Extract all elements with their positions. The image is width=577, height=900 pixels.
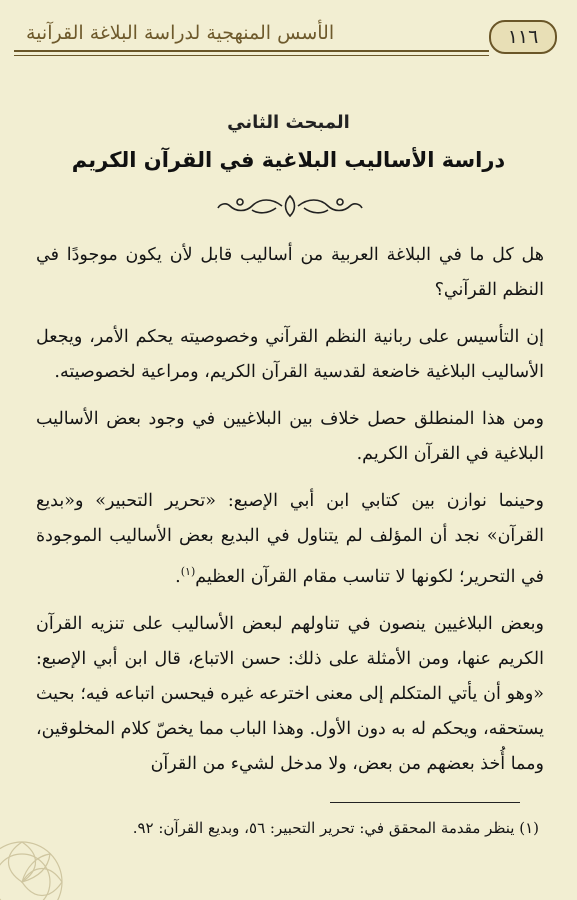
paragraph: إن التأسيس على ربانية النظم القرآني وخصوصيته يحكم الأمر، ويجعل الأساليب البلاغية خاضعة لقدسية القرآن الكريم، ومراعية لخصوصيته.	[36, 327, 544, 382]
section-title: المبحث الثاني	[227, 112, 350, 133]
title-ornament-icon	[212, 192, 368, 220]
header-rule	[14, 50, 489, 52]
paragraph: وحينما نوازن بين كتابي ابن أبي الإصبع: «تحرير التحبير» و«بديع القرآن» نجد أن المؤلف لم يتناول في البديع بعض الأساليب الموجودة في التحرير؛ لكونها لا تناسب مقام القرآن العظيم$^{(١)}$.	[36, 491, 544, 587]
paragraph-text: وحينما نوازن بين كتابي ابن أبي الإصبع: «تحرير التحبير» و«بديع القرآن» نجد أن المؤلف لم يتناول في البديع بعض الأساليب الموجودة في التحرير؛ لكونها لا تناسب مقام القرآن العظيم	[36, 491, 544, 587]
paragraph: هل كل ما في البلاغة العربية من أساليب قابل لأن يكون موجودًا في النظم القرآني؟	[36, 245, 544, 300]
page-number-badge: ١١٦	[489, 20, 557, 54]
chapter-title: دراسة الأساليب البلاغية في القرآن الكريم	[71, 148, 506, 172]
footnote-marker: (١)	[180, 565, 196, 578]
body-text	[36, 238, 544, 794]
corner-ornament-icon	[0, 790, 120, 900]
header-rule-thin	[14, 55, 489, 56]
running-title: الأسس المنهجية لدراسة البلاغة القرآنية	[26, 22, 335, 44]
page-header	[14, 18, 563, 58]
footnote-rule	[330, 802, 520, 803]
paragraph: ومن هذا المنطلق حصل خلاف بين البلاغيين في وجود بعض الأساليب البلاغية في القرآن الكريم.	[36, 409, 544, 464]
footnote: (١) ينظر مقدمة المحقق في: تحرير التحبير: ٥٦، وبديع القرآن: ٩٢.	[132, 819, 539, 837]
paragraph: وبعض البلاغيين ينصون في تناولهم لبعض الأساليب على تنزيه القرآن الكريم عنها، ومن الأمثلة على ذلك: حسن الاتباع، قال ابن أبي الإصبع: «وهو أن يأتي المتكلم إلى معنى اخترعه غيره فيحسن اتباعه فيه؛ بحيث يستحقه، ويحكم له به دون الأول. وهذا الباب مما يخصّ كلام المخلوقين، ومما أُخذ بعضهم من بعض، ولا مدخل لشيء من القرآن	[36, 613, 544, 774]
